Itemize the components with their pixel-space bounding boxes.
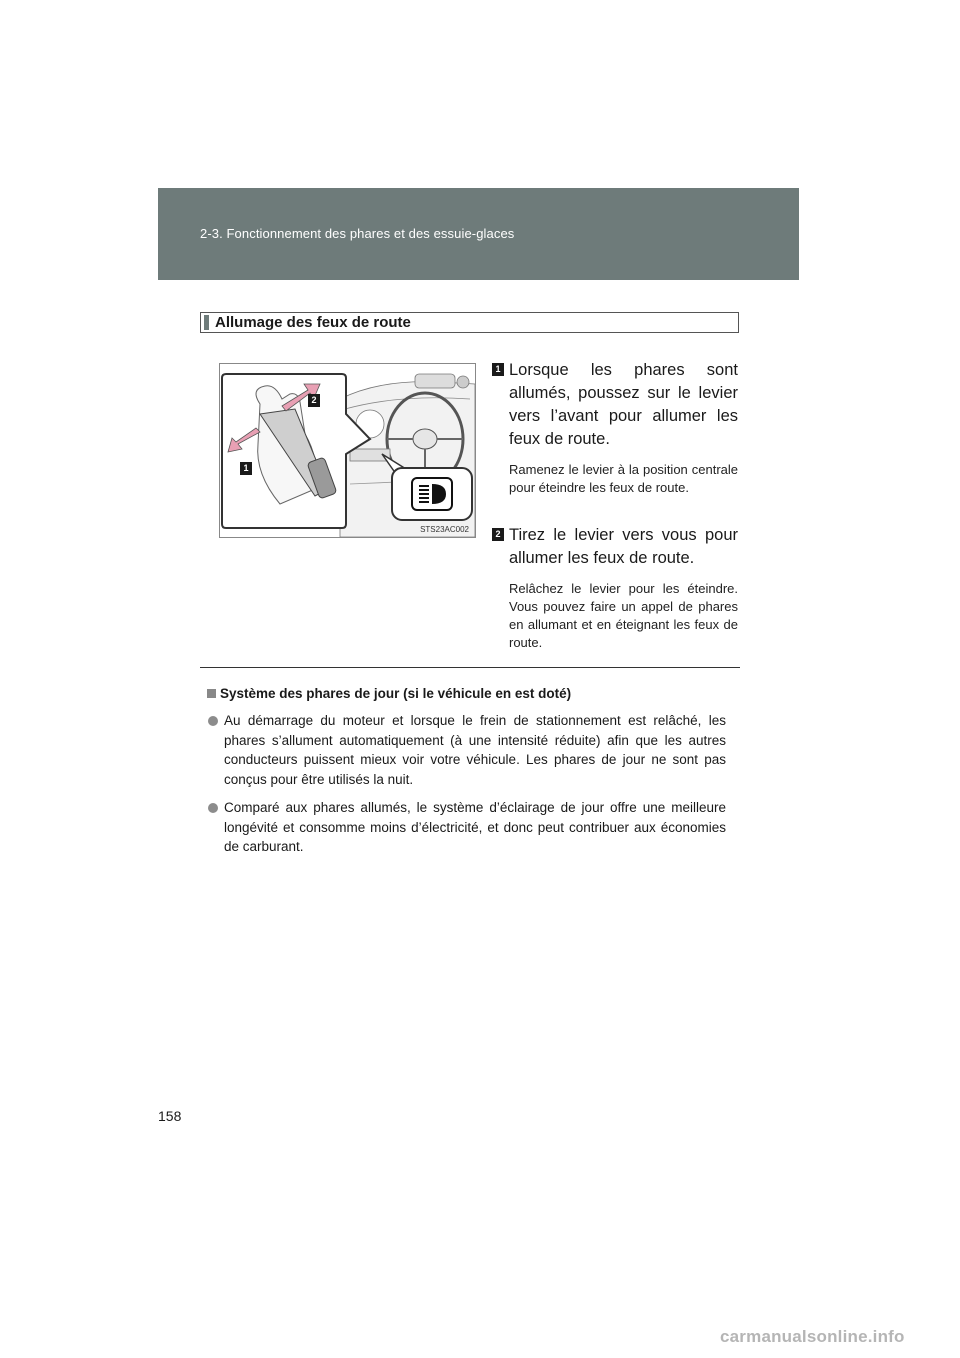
notes-title: Système des phares de jour (si le véhicule en est doté) — [207, 686, 726, 701]
step-2-note: Relâchez le levier pour les éteindre. Vous pouvez faire un appel de phares en allumant et en éteignant les feux de route. — [509, 581, 738, 650]
step-1-text: Lorsque les phares sont allumés, poussez sur le levier vers l’avant pour allumer les feux de route. — [509, 361, 738, 448]
marker-2: 2 — [308, 394, 320, 407]
note-bullet-2: Comparé aux phares allumés, le système d’éclairage de jour offre une meilleure longévité et consomme moins d’électricité, et donc peut contribuer aux économies de carburant. — [207, 798, 726, 857]
note-bullet-1: Au démarrage du moteur et lorsque le frein de stationnement est relâché, les phares s’allument automatiquement (à une intensité réduite) afin que les autres conducteurs puissent mieux voir votre véhicule. Les phares de jour ne sont pas conçus pour être utilisés la nuit. — [207, 711, 726, 789]
marker-1: 1 — [240, 462, 252, 475]
step-2-text: Tirez le levier vers vous pour allumer les feux de route. — [509, 526, 738, 567]
step-1-note: Ramenez le levier à la position centrale pour éteindre les feux de route. — [509, 462, 738, 495]
watermark: carmanualsonline.info — [720, 1327, 905, 1346]
section-title: Allumage des feux de route — [215, 314, 411, 331]
section-marker — [204, 315, 209, 330]
chapter-title: 2-3. Fonctionnement des phares et des essuie-glaces — [200, 226, 515, 241]
step-1-badge: 1 — [492, 363, 504, 376]
chapter-header — [158, 188, 799, 280]
circle-bullet-icon — [208, 716, 218, 726]
illustration-code: STS23AC002 — [420, 525, 469, 534]
daytime-lights-notes — [207, 686, 726, 866]
page-number: 158 — [158, 1108, 182, 1124]
section-divider — [200, 667, 740, 668]
section-heading — [200, 312, 739, 333]
circle-bullet-icon — [208, 803, 218, 813]
step-2 — [492, 524, 738, 652]
square-bullet-icon — [207, 689, 216, 698]
lever-illustration — [219, 363, 476, 538]
high-beam-icon — [419, 484, 446, 504]
step-2-badge: 2 — [492, 528, 504, 541]
step-1 — [492, 359, 738, 497]
illustration-drawing — [220, 364, 475, 537]
